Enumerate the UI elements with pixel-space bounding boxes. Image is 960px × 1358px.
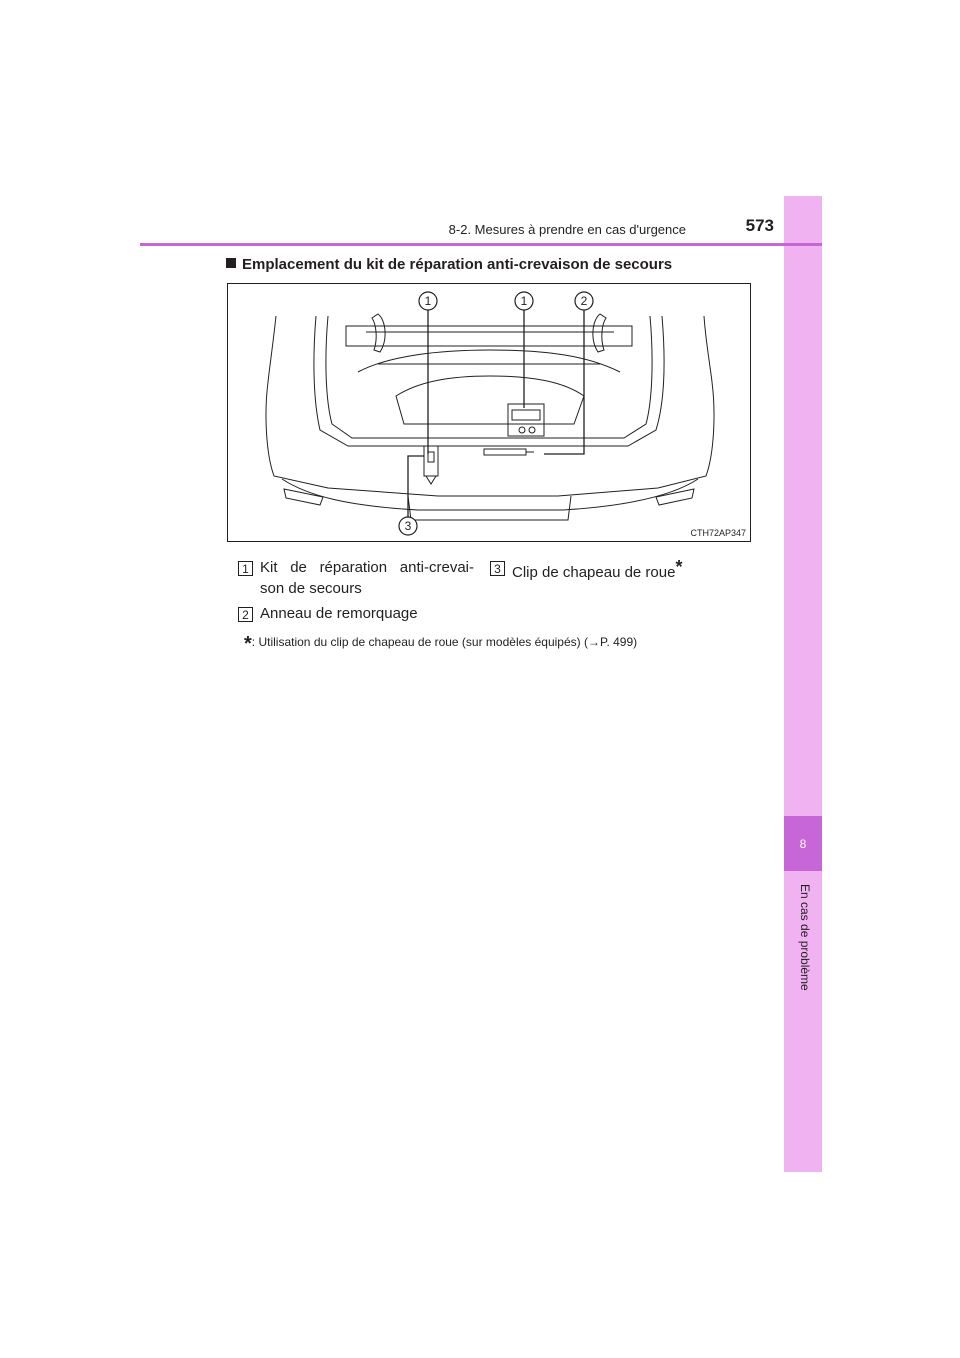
page-number: 573 [745, 216, 774, 235]
trunk-illustration [227, 283, 751, 542]
section-heading [226, 256, 766, 273]
chapter-number-box: 8 [784, 816, 822, 871]
figure-code: CTH72AP347 [690, 528, 746, 538]
callout-2: 2 [580, 294, 588, 308]
trunk-drawing [228, 284, 750, 541]
callout-3: 3 [404, 519, 412, 533]
legend-item-3 [512, 557, 682, 583]
legend-item-3-text: Clip de chapeau de roue [512, 564, 676, 581]
square-bullet-icon [226, 258, 236, 268]
callout-1a: 1 [424, 294, 432, 308]
footnote-mark: * [675, 557, 683, 577]
legend-item-1-line2: son de secours [260, 580, 362, 597]
legend-item-1 [260, 557, 474, 599]
header-rule [140, 243, 822, 246]
legend-item-2: Anneau de remorquage [260, 605, 418, 622]
arrow-right-icon: → [587, 635, 600, 649]
chapter-side-tab [784, 196, 822, 1172]
legend-item-1-line1: Kit de réparation anti-crevai- [260, 559, 474, 576]
chapter-title: En cas de problème [798, 884, 812, 991]
footnote-page-ref: P. 499) [599, 635, 638, 649]
footnote [244, 633, 637, 656]
legend-number-3: 3 [490, 561, 505, 576]
footnote-text: : Utilisation du clip de chapeau de roue (sur modèles équipés) ( [251, 635, 588, 649]
legend-number-1: 1 [238, 561, 253, 576]
section-heading-text: Emplacement du kit de réparation anti-crevaison de secours [242, 256, 673, 273]
section-reference: 8-2. Mesures à prendre en cas d'urgence [448, 222, 686, 237]
footnote-asterisk: * [244, 633, 252, 655]
callout-1b: 1 [520, 294, 528, 308]
legend-number-2: 2 [238, 607, 253, 622]
